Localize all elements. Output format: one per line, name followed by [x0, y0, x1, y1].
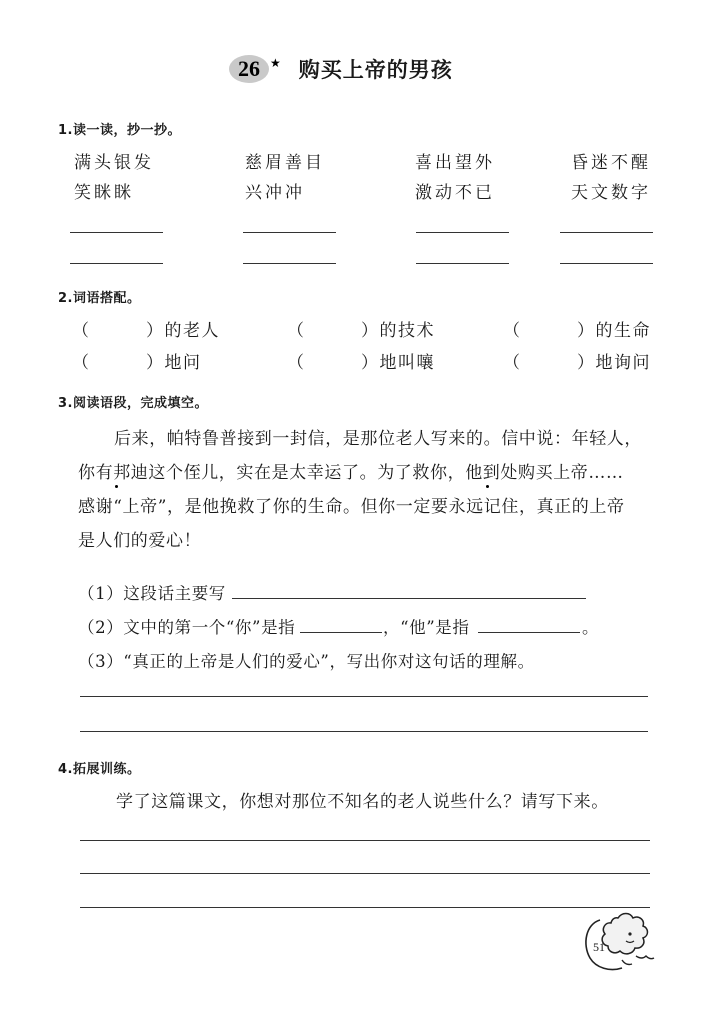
sheep-mascot-icon [578, 910, 660, 974]
q3-sub2-b: ，“他”是指 [383, 618, 470, 637]
q3-sub2-a: （2）文中的第一个“你”是指 [78, 618, 296, 637]
page-title: 购买上帝的男孩 [298, 58, 453, 82]
q4-heading: 4.拓展训练。 [58, 762, 141, 777]
writing-line[interactable] [80, 731, 648, 732]
q1-word: 兴冲冲 [245, 183, 305, 203]
page-number: 51 [593, 940, 605, 954]
q2-collocation[interactable]: （ ）的技术 [287, 321, 435, 341]
q3-sub3: （3）“真正的上帝是人们的爱心”，写出你对这句话的理解。 [78, 652, 535, 671]
answer-blank[interactable] [478, 632, 580, 633]
copy-blank[interactable] [416, 232, 509, 233]
q2-heading: 2.词语搭配。 [58, 291, 141, 306]
q1-word: 慈眉善目 [245, 153, 325, 173]
q1-heading: 1.读一读，抄一抄。 [58, 123, 181, 138]
writing-line[interactable] [80, 907, 650, 908]
passage-line: 你有邦迪这个侄儿，实在是太幸运了。为了救你，他到处购买上帝…… [78, 463, 624, 483]
q2-collocation[interactable]: （ ）的生命 [503, 321, 651, 341]
q3-sub1: （1）这段话主要写 [78, 584, 226, 603]
answer-blank[interactable] [232, 598, 586, 599]
q1-word: 天文数字 [571, 183, 651, 203]
q2-collocation[interactable]: （ ）地问 [72, 353, 202, 373]
q1-word: 笑眯眯 [74, 183, 134, 203]
q2-collocation[interactable]: （ ）地询问 [503, 353, 651, 373]
page-header [229, 54, 453, 84]
copy-blank[interactable] [70, 232, 163, 233]
writing-line[interactable] [80, 696, 648, 697]
writing-line[interactable] [80, 873, 650, 874]
copy-blank[interactable] [416, 263, 509, 264]
passage-line: 感谢“上帝”，是他挽救了你的生命。但你一定要永远记住，真正的上帝 [78, 497, 625, 517]
passage-line: 是人们的爱心！ [78, 531, 202, 551]
q1-word: 昏迷不醒 [571, 153, 651, 173]
passage-line: 后来，帕特鲁普接到一封信，是那位老人写来的。信中说：年轻人， [114, 429, 642, 449]
q1-word: 激动不已 [415, 183, 495, 203]
q3-heading: 3.阅读语段，完成填空。 [58, 396, 208, 411]
emphasis-dot [486, 485, 489, 488]
q2-collocation[interactable]: （ ）的老人 [72, 321, 220, 341]
q1-word: 满头银发 [74, 153, 154, 173]
q3-sub2-c: 。 [582, 618, 600, 637]
copy-blank[interactable] [560, 232, 653, 233]
copy-blank[interactable] [243, 263, 336, 264]
copy-blank[interactable] [70, 263, 163, 264]
q1-word: 喜出望外 [415, 153, 495, 173]
copy-blank[interactable] [243, 232, 336, 233]
answer-blank[interactable] [300, 632, 382, 633]
q2-collocation[interactable]: （ ）地叫嚷 [287, 353, 435, 373]
q4-prompt: 学了这篇课文，你想对那位不知名的老人说些什么？请写下来。 [116, 792, 609, 812]
copy-blank[interactable] [560, 263, 653, 264]
emphasis-dot [115, 485, 118, 488]
star-icon: ★ [270, 56, 281, 70]
writing-line[interactable] [80, 840, 650, 841]
lesson-number-badge: 26 [229, 55, 269, 83]
